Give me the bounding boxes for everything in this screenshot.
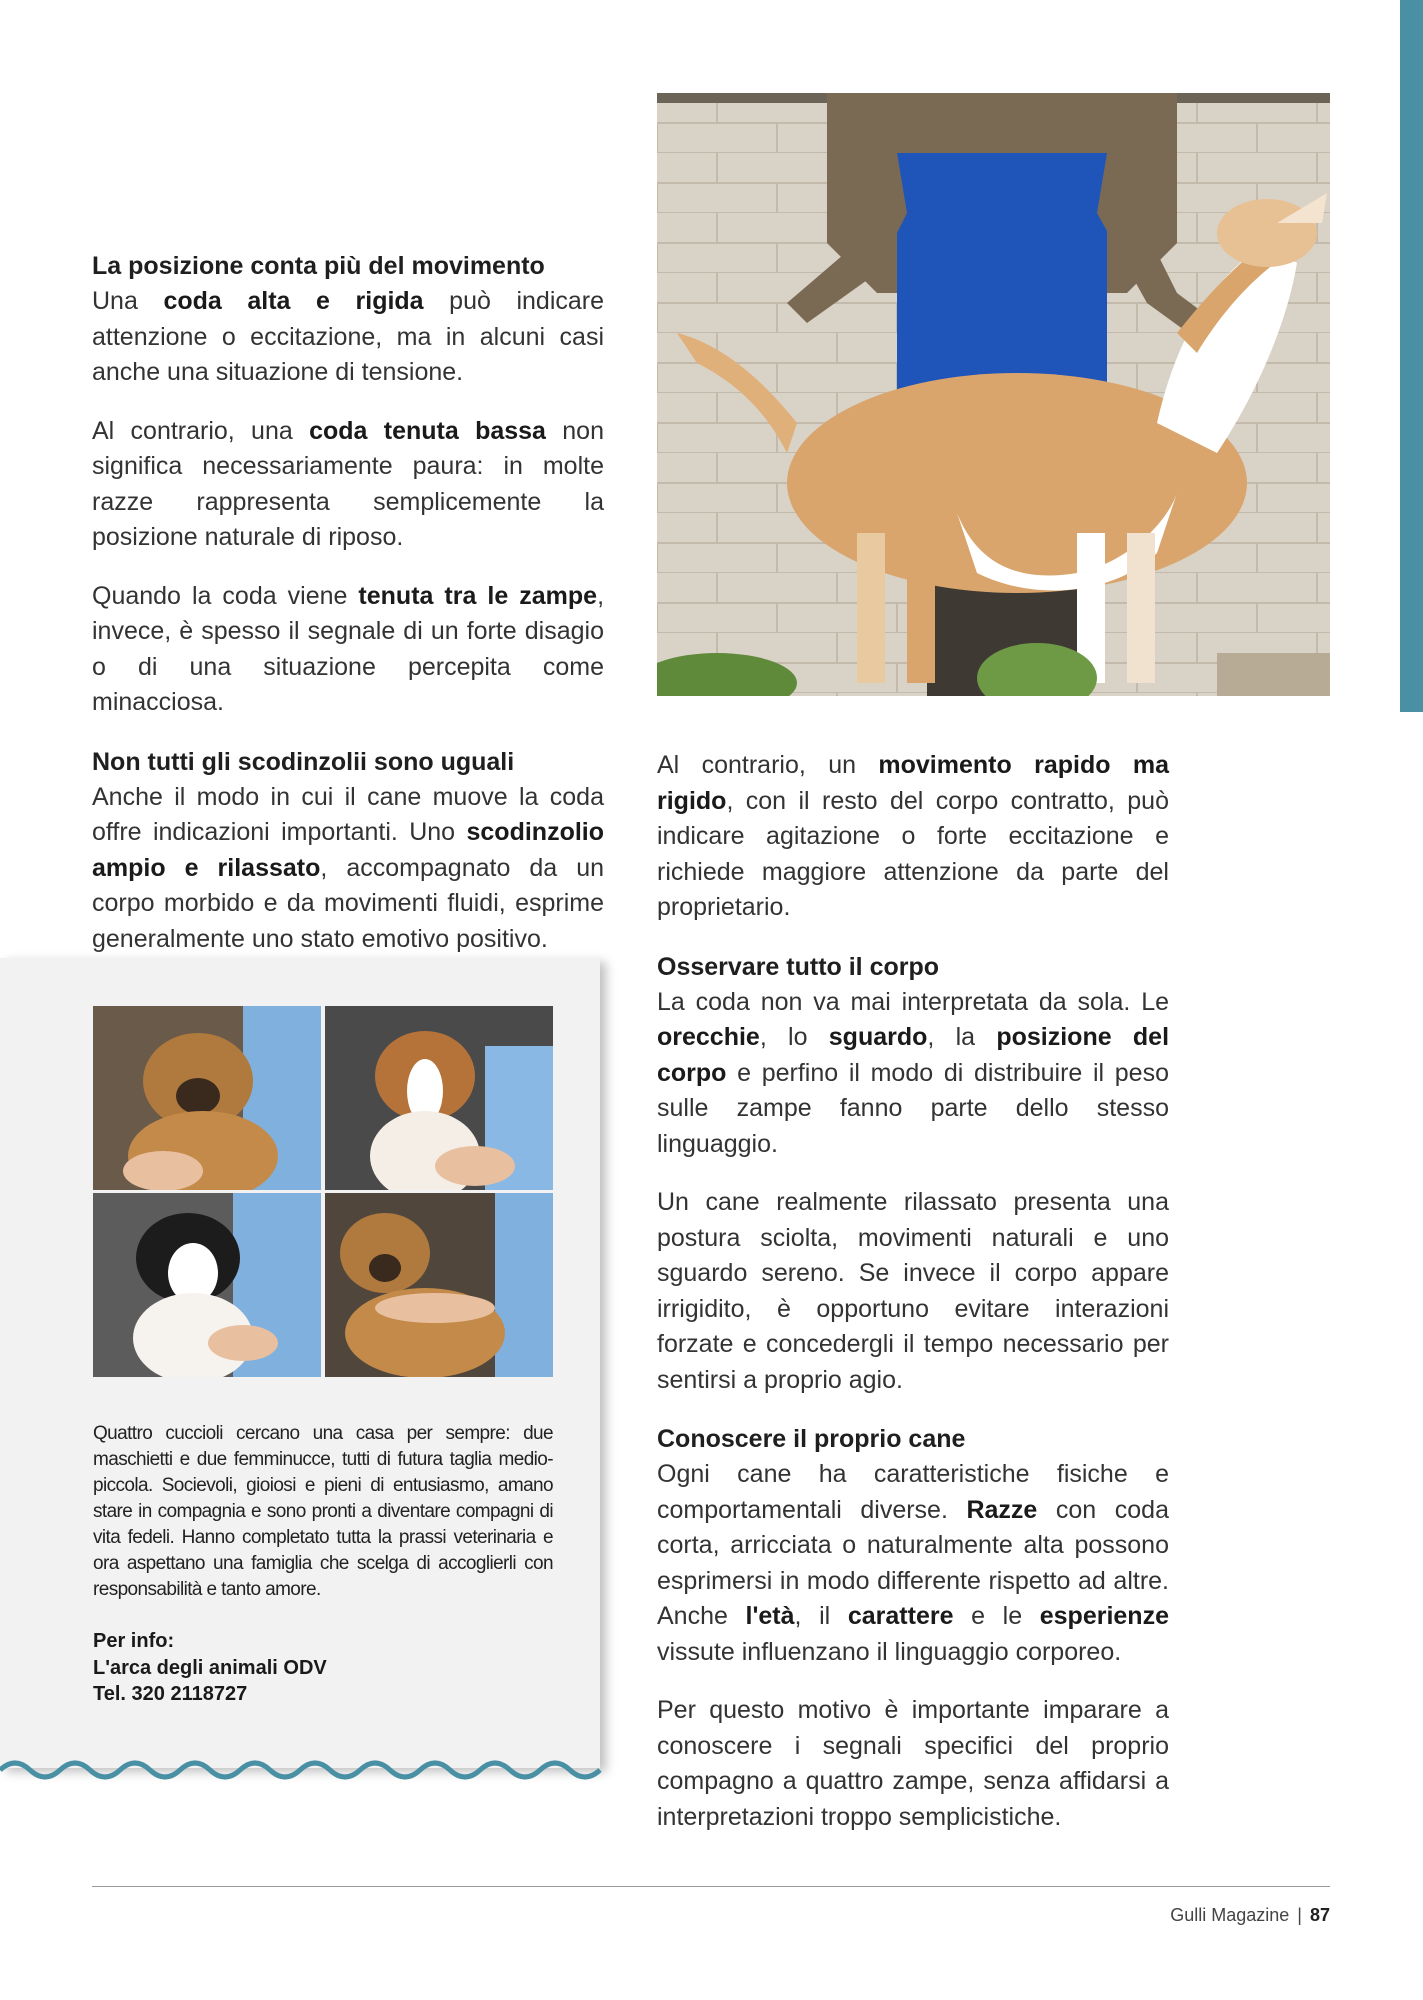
puppy-photo-grid — [93, 1006, 553, 1377]
edge-color-tab — [1400, 0, 1423, 712]
paragraph: Anche il modo in cui il cane muove la coda offre indicazioni importanti. Uno scodinzolio ampio e rilassato, accompagnato da un corpo morbido e da movimenti fluidi, esprime generalmente uno stato emotivo positivo. — [92, 782, 604, 953]
page-footer — [1170, 1905, 1330, 1926]
paragraph: Al contrario, un movimento rapido ma rigido, con il resto del corpo contratto, può indicare agitazione o forte eccitazione e richiede maggiore attenzione da parte del proprietario. — [657, 751, 1169, 921]
section-title-posizione: La posizione conta più del movimento — [92, 252, 545, 280]
paragraph: Un cane realmente rilassato presenta una postura sciolta, movimenti naturali e uno sguardo sereno. Se invece il corpo appare irrigidito, è opportuno evitare interazioni forzate e concedergli il tempo necessario per sentirsi a proprio agio. — [657, 1188, 1169, 1394]
dog-photo — [657, 93, 1330, 696]
section-title-conoscere: Conoscere il proprio cane — [657, 1425, 966, 1453]
paragraph: Ogni cane ha caratteristiche fisiche e comportamentali diverse. Razze con coda corta, arricciata o naturalmente alta possono esprimersi in modo differente rispetto ad altre. Anche l'età, il carattere e le esperienze vissute influenzano il linguaggio corporeo. — [657, 1460, 1169, 1666]
paragraph: Al contrario, una coda tenuta bassa non significa necessariamente paura: in molte razze rappresenta semplicemente la posizione naturale di riposo. — [92, 416, 604, 551]
magazine-name: Gulli Magazine — [1170, 1905, 1290, 1925]
left-column — [92, 248, 604, 980]
info-label: Per info: — [93, 1630, 175, 1652]
paragraph: Una coda alta e rigida può indicare attenzione o eccitazione, ma in alcuni casi anche una situazione di tensione. — [92, 287, 605, 386]
section-title-scodinzolii: Non tutti gli scodinzolii sono uguali — [92, 747, 515, 776]
wave-border — [0, 1748, 604, 1788]
puppy-photo-4 — [325, 1193, 553, 1377]
puppy-photo-3 — [93, 1193, 321, 1377]
paragraph: Quando la coda viene tenuta tra le zampe, invece, è spesso il segnale di un forte disagio o di una situazione percepita come minacciosa. — [92, 581, 605, 716]
page-number: 87 — [1309, 1905, 1330, 1925]
right-column — [657, 748, 1169, 1858]
paragraph: Per questo motivo è importante imparare a conoscere i segnali specifici del proprio compagno a quattro zampe, senza affidarsi a interpretazioni troppo semplicistiche. — [657, 1696, 1169, 1831]
footer-separator: | — [1297, 1905, 1302, 1925]
section-title-corpo: Osservare tutto il corpo — [657, 952, 940, 981]
puppy-photo-2 — [325, 1006, 553, 1190]
paragraph: La coda non va mai interpretata da sola. Le orecchie, lo sguardo, la posizione del corpo e perfino il modo di distribuire il peso sulle zampe fanno parte dello stesso linguaggio. — [657, 987, 1170, 1158]
adoption-contact — [93, 1628, 553, 1708]
info-phone: Tel. 320 2118727 — [93, 1683, 248, 1705]
adoption-caption: Quattro cuccioli cercano una casa per sempre: due maschietti e due femminucce, tutti di futura taglia medio-piccola. Socievoli, gioiosi e pieni di entusiasmo, amano stare in compagnia e sono pronti a diventare compagni di vita fedeli. Hanno completato tutta la prassi veterinaria e ora aspettano una famiglia che scelga di accoglierli con responsabilità e tanto amore. — [93, 1423, 553, 1600]
puppy-photo-1 — [93, 1006, 321, 1190]
footer-divider — [92, 1886, 1330, 1887]
info-organization: L'arca degli animali ODV — [93, 1656, 327, 1679]
